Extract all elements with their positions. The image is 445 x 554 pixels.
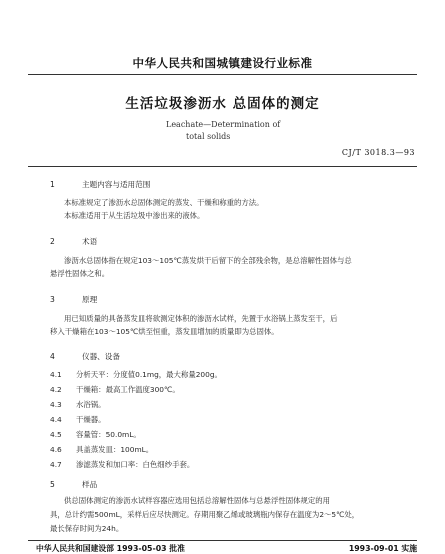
issuing-organization: 中华人民共和国城镇建设行业标准 bbox=[132, 56, 313, 70]
body-line: 移入干燥箱在103～105℃烘至恒重，蒸发皿增加的质量即为总固体。 bbox=[50, 327, 279, 336]
section-3-body bbox=[50, 312, 337, 338]
instrument-item: 4.7 渗滤蒸发和加口率：白色细纱手套。 bbox=[50, 460, 195, 469]
section-2-heading bbox=[50, 236, 97, 247]
section-number: 3 bbox=[50, 295, 55, 304]
header-rule bbox=[28, 74, 417, 75]
approval-date: 中华人民共和国建设部 1993-05-03 批准 bbox=[36, 544, 185, 553]
footer-rule bbox=[28, 540, 417, 541]
instrument-item: 4.1 分析天平：分度值0.1mg，最大称量200g。 bbox=[50, 370, 222, 379]
english-title-line-1: Leachate—Determination of bbox=[166, 120, 281, 129]
section-number: 5 bbox=[50, 480, 55, 489]
body-line: 渗沥水总固体指在规定103～105℃蒸发烘干后留下的全部残余物，是总溶解性固体与总 bbox=[64, 256, 352, 265]
instrument-item: 4.2 干燥箱：最高工作温度300℃。 bbox=[50, 385, 180, 394]
section-1-heading bbox=[50, 179, 150, 190]
section-5-heading bbox=[50, 479, 97, 490]
section-title: 主题内容与适用范围 bbox=[82, 180, 151, 189]
standard-code: CJ/T 3018.3—93 bbox=[341, 148, 415, 157]
section-4-heading bbox=[50, 351, 120, 362]
section-title: 术语 bbox=[82, 237, 98, 246]
body-line: 本标准规定了渗沥水总固体测定的蒸发、干燥和称重的方法。 bbox=[64, 198, 264, 207]
document-title: 生活垃圾渗沥水 总固体的测定 bbox=[125, 96, 320, 112]
body-line: 本标准适用于从生活垃圾中渗出来的液体。 bbox=[64, 211, 205, 220]
section-title: 样品 bbox=[82, 480, 98, 489]
section-number: 4 bbox=[50, 352, 55, 361]
body-line: 用已知质量的具备蒸发皿将欲测定体积的渗沥水试样，先置于水浴锅上蒸发至干，后 bbox=[64, 314, 338, 323]
implementation-date: 1993-09-01 实施 bbox=[348, 544, 417, 553]
section-1-body bbox=[64, 196, 264, 222]
section-number: 2 bbox=[50, 237, 55, 246]
body-line: 供总固体测定的渗沥水试样容器应选用包括总溶解性固体与总悬浮性固体规定的用 bbox=[64, 496, 331, 505]
instrument-item: 4.6 具盖蒸发皿：100mL。 bbox=[50, 445, 154, 454]
body-line: 具，总计约需500mL，采样后应尽快测定。存期用聚乙烯或玻璃瓶内保存在温度为2～5℃处， bbox=[50, 510, 360, 519]
english-title-line-2: total solids bbox=[186, 132, 231, 141]
section-number: 1 bbox=[50, 180, 55, 189]
section-3-heading bbox=[50, 294, 97, 305]
section-2-body bbox=[50, 254, 352, 280]
instrument-item: 4.3 水浴锅。 bbox=[50, 400, 106, 409]
body-line: 最长保存时间为24h。 bbox=[50, 524, 124, 533]
title-rule bbox=[28, 166, 417, 167]
section-title: 仪器、设备 bbox=[82, 352, 120, 361]
section-title: 原理 bbox=[82, 295, 98, 304]
body-line: 悬浮性固体之和。 bbox=[50, 269, 110, 278]
instrument-item: 4.5 容量管：50.0mL。 bbox=[50, 430, 141, 439]
section-5-body bbox=[50, 494, 359, 536]
instrument-item: 4.4 干燥器。 bbox=[50, 415, 106, 424]
